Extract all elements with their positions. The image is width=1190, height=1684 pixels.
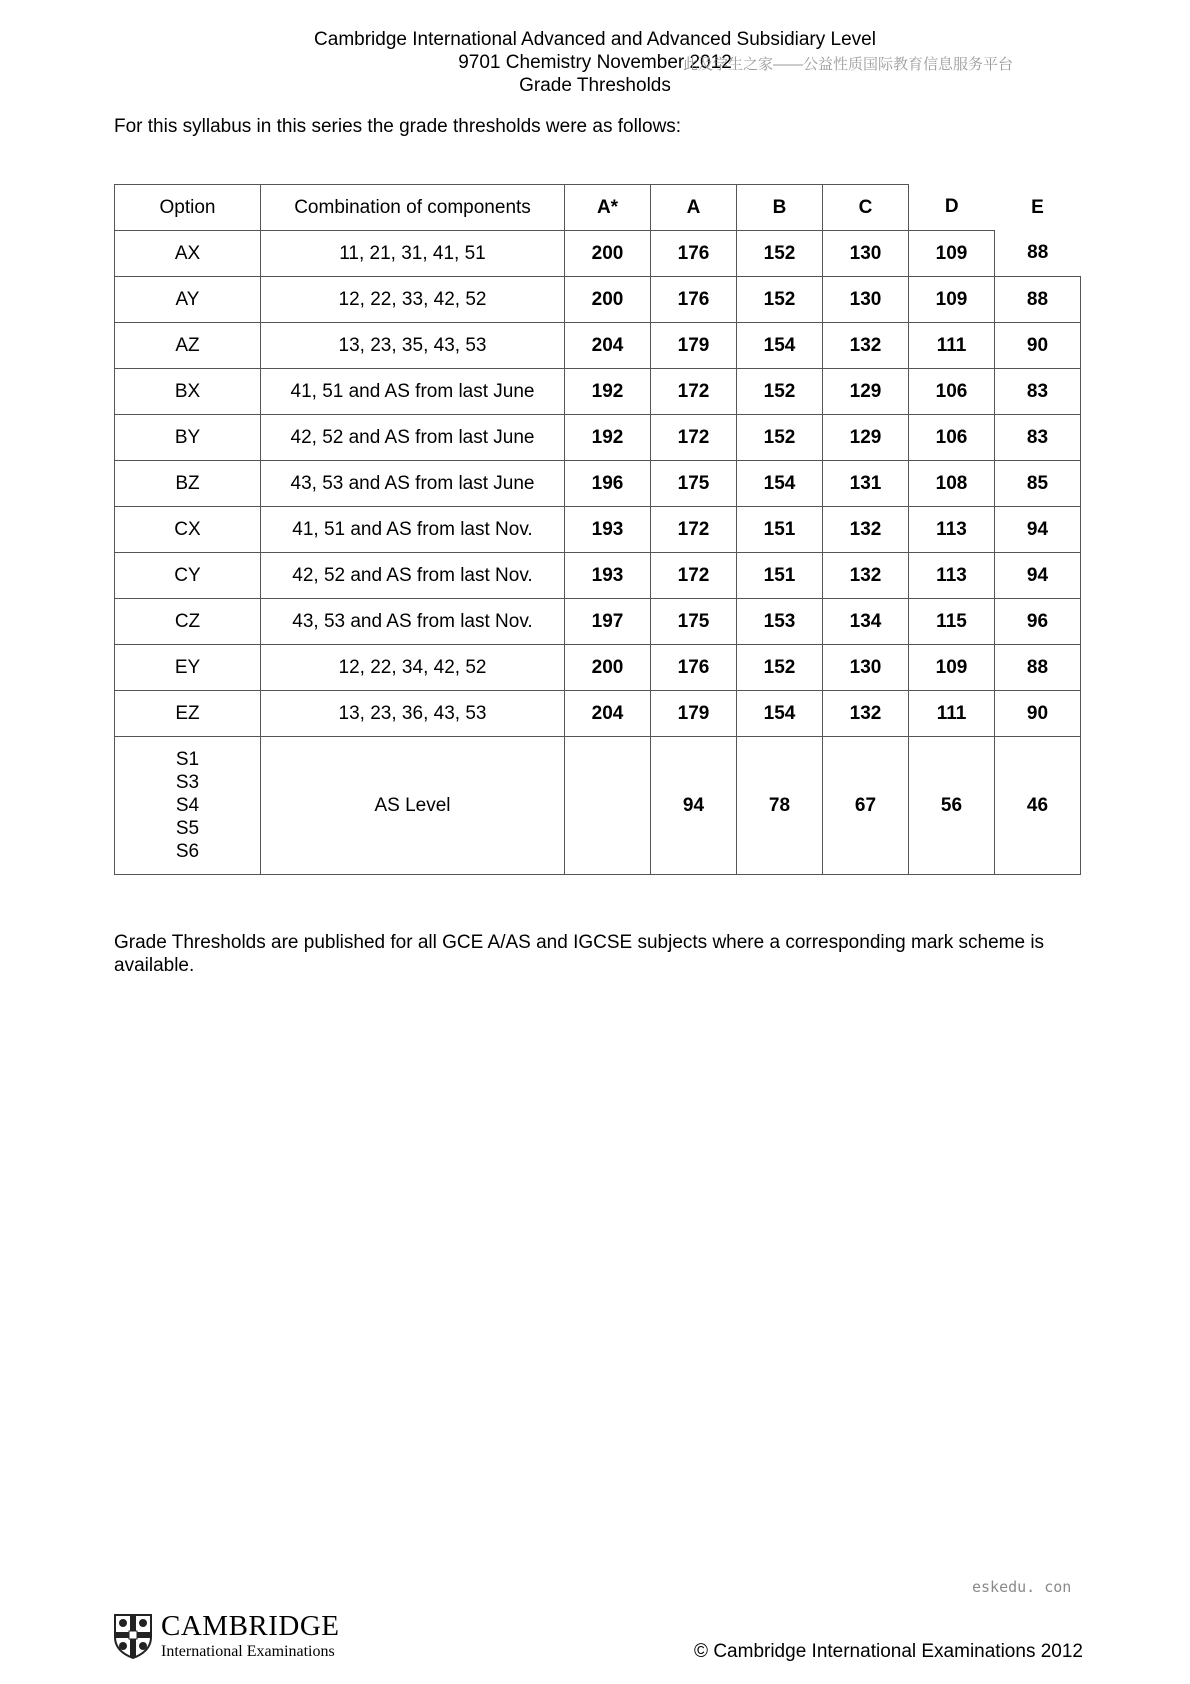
table-row (115, 369, 1081, 415)
as-option: S5 (175, 818, 200, 839)
grade-a-cell: 172 (651, 507, 737, 553)
grade-c-cell: 132 (823, 553, 909, 599)
table-row (115, 231, 1081, 277)
header-grade-astar: A* (565, 185, 651, 231)
grade-c-cell: 132 (823, 507, 909, 553)
option-cell: EY (115, 645, 261, 691)
grade-astar-cell: 192 (565, 369, 651, 415)
option-cell: BX (115, 369, 261, 415)
option-cell: AZ (115, 323, 261, 369)
table-row (115, 461, 1081, 507)
grade-e-cell: 83 (995, 415, 1081, 461)
combination-cell: 42, 52 and AS from last June (261, 415, 565, 461)
as-grade-e-cell: 46 (995, 737, 1081, 875)
grade-d-cell: 109 (909, 277, 995, 323)
grade-b-cell: 152 (737, 277, 823, 323)
site-watermark: eskedu. con (972, 1578, 1072, 1596)
grade-b-cell: 151 (737, 507, 823, 553)
combination-cell: 43, 53 and AS from last June (261, 461, 565, 507)
option-cell: AX (115, 231, 261, 277)
grade-b-cell: 153 (737, 599, 823, 645)
grade-c-cell: 134 (823, 599, 909, 645)
grade-e-cell: 90 (995, 323, 1081, 369)
combination-cell: 41, 51 and AS from last Nov. (261, 507, 565, 553)
as-option: S4 (175, 795, 200, 816)
table-row (115, 599, 1081, 645)
grade-e-cell: 88 (995, 231, 1081, 277)
grade-d-cell: 115 (909, 599, 995, 645)
grade-d-cell: 108 (909, 461, 995, 507)
table-row (115, 323, 1081, 369)
grade-d-cell: 111 (909, 323, 995, 369)
as-option: S6 (175, 841, 200, 862)
grade-b-cell: 152 (737, 645, 823, 691)
grade-e-cell: 94 (995, 553, 1081, 599)
header-grade-e: E (1031, 196, 1044, 218)
combination-cell: 41, 51 and AS from last June (261, 369, 565, 415)
grade-e-cell: 88 (995, 277, 1081, 323)
grade-threshold-table (114, 184, 1081, 875)
grade-b-cell: 154 (737, 461, 823, 507)
shield-icon (113, 1613, 153, 1659)
grade-d-cell: 109 (909, 231, 995, 277)
grade-e-cell: 88 (995, 645, 1081, 691)
option-cell: AY (115, 277, 261, 323)
grade-b-cell: 154 (737, 323, 823, 369)
grade-d-cell: 111 (909, 691, 995, 737)
table-row (115, 415, 1081, 461)
combination-cell: 13, 23, 35, 43, 53 (261, 323, 565, 369)
header-grade-b: B (737, 185, 823, 231)
grade-e-cell: 83 (995, 369, 1081, 415)
as-option: S1 (175, 749, 200, 770)
grade-d-cell: 113 (909, 507, 995, 553)
as-grade-c-cell: 67 (823, 737, 909, 875)
grade-c-cell: 129 (823, 369, 909, 415)
grade-a-cell: 179 (651, 323, 737, 369)
grade-c-cell: 132 (823, 691, 909, 737)
logo-subtitle: International Examinations (161, 1643, 335, 1660)
as-grade-astar-cell (565, 737, 651, 875)
combination-cell: 11, 21, 31, 41, 51 (261, 231, 565, 277)
combination-cell: 13, 23, 36, 43, 53 (261, 691, 565, 737)
grade-b-cell: 151 (737, 553, 823, 599)
grade-e-cell: 96 (995, 599, 1081, 645)
grade-e-cell: 85 (995, 461, 1081, 507)
option-cell: BY (115, 415, 261, 461)
table-row (115, 553, 1081, 599)
table-row (115, 277, 1081, 323)
grade-e-cell: 94 (995, 507, 1081, 553)
table-row-as-level (115, 737, 1081, 875)
grade-e-cell: 90 (995, 691, 1081, 737)
combination-cell: 42, 52 and AS from last Nov. (261, 553, 565, 599)
grade-c-cell: 131 (823, 461, 909, 507)
header-line-syllabus: 9701 Chemistry November 2012 (458, 52, 732, 73)
grade-a-cell: 172 (651, 553, 737, 599)
grade-astar-cell: 193 (565, 553, 651, 599)
header-option: Option (115, 185, 261, 231)
grade-a-cell: 175 (651, 599, 737, 645)
header-combination: Combination of components (261, 185, 565, 231)
grade-a-cell: 172 (651, 415, 737, 461)
option-cell: BZ (115, 461, 261, 507)
watermark-text: 此及学生之家——公益性质国际教育信息服务平台 (683, 56, 1014, 73)
as-option: S3 (175, 772, 200, 793)
header-grade-c: C (823, 185, 909, 231)
grade-b-cell: 152 (737, 231, 823, 277)
as-options-cell (115, 737, 261, 875)
grade-d-cell: 106 (909, 415, 995, 461)
grade-c-cell: 130 (823, 231, 909, 277)
combination-cell: 12, 22, 33, 42, 52 (261, 277, 565, 323)
header-grade-a: A (651, 185, 737, 231)
grade-a-cell: 172 (651, 369, 737, 415)
grade-b-cell: 152 (737, 369, 823, 415)
grade-astar-cell: 200 (565, 277, 651, 323)
as-grade-d-cell: 56 (909, 737, 995, 875)
grade-astar-cell: 197 (565, 599, 651, 645)
grade-c-cell: 132 (823, 323, 909, 369)
grade-astar-cell: 193 (565, 507, 651, 553)
grade-a-cell: 175 (651, 461, 737, 507)
grade-c-cell: 130 (823, 277, 909, 323)
intro-text: For this syllabus in this series the grade thresholds were as follows: (114, 116, 682, 137)
grade-astar-cell: 192 (565, 415, 651, 461)
grade-d-cell: 109 (909, 645, 995, 691)
as-grade-a-cell: 94 (651, 737, 737, 875)
copyright-text: © Cambridge International Examinations 2012 (694, 1641, 1083, 1662)
option-cell: EZ (115, 691, 261, 737)
grade-astar-cell: 196 (565, 461, 651, 507)
table-row (115, 691, 1081, 737)
grade-d-cell: 113 (909, 553, 995, 599)
header-line-qualification: Cambridge International Advanced and Advanced Subsidiary Level (314, 29, 876, 50)
grade-b-cell: 154 (737, 691, 823, 737)
grade-astar-cell: 200 (565, 231, 651, 277)
as-grade-b-cell: 78 (737, 737, 823, 875)
grade-astar-cell: 204 (565, 691, 651, 737)
note-text: Grade Thresholds are published for all GCE A/AS and IGCSE subjects where a corresponding mark scheme is available. (114, 932, 1045, 976)
grade-astar-cell: 200 (565, 645, 651, 691)
option-cell: CY (115, 553, 261, 599)
option-cell: CX (115, 507, 261, 553)
logo-name: CAMBRIDGE (161, 1610, 340, 1642)
table-row (115, 645, 1081, 691)
grade-c-cell: 130 (823, 645, 909, 691)
grade-a-cell: 176 (651, 231, 737, 277)
grade-b-cell: 152 (737, 415, 823, 461)
grade-a-cell: 179 (651, 691, 737, 737)
as-combination-cell: AS Level (261, 737, 565, 875)
header-grade-d: D (909, 185, 995, 231)
grade-a-cell: 176 (651, 645, 737, 691)
combination-cell: 43, 53 and AS from last Nov. (261, 599, 565, 645)
option-cell: CZ (115, 599, 261, 645)
grade-d-cell: 106 (909, 369, 995, 415)
grade-c-cell: 129 (823, 415, 909, 461)
table-row (115, 507, 1081, 553)
grade-a-cell: 176 (651, 277, 737, 323)
cambridge-logo (113, 1612, 340, 1660)
table-header-row (115, 185, 1081, 231)
combination-cell: 12, 22, 34, 42, 52 (261, 645, 565, 691)
header-line-title: Grade Thresholds (519, 75, 671, 96)
grade-astar-cell: 204 (565, 323, 651, 369)
